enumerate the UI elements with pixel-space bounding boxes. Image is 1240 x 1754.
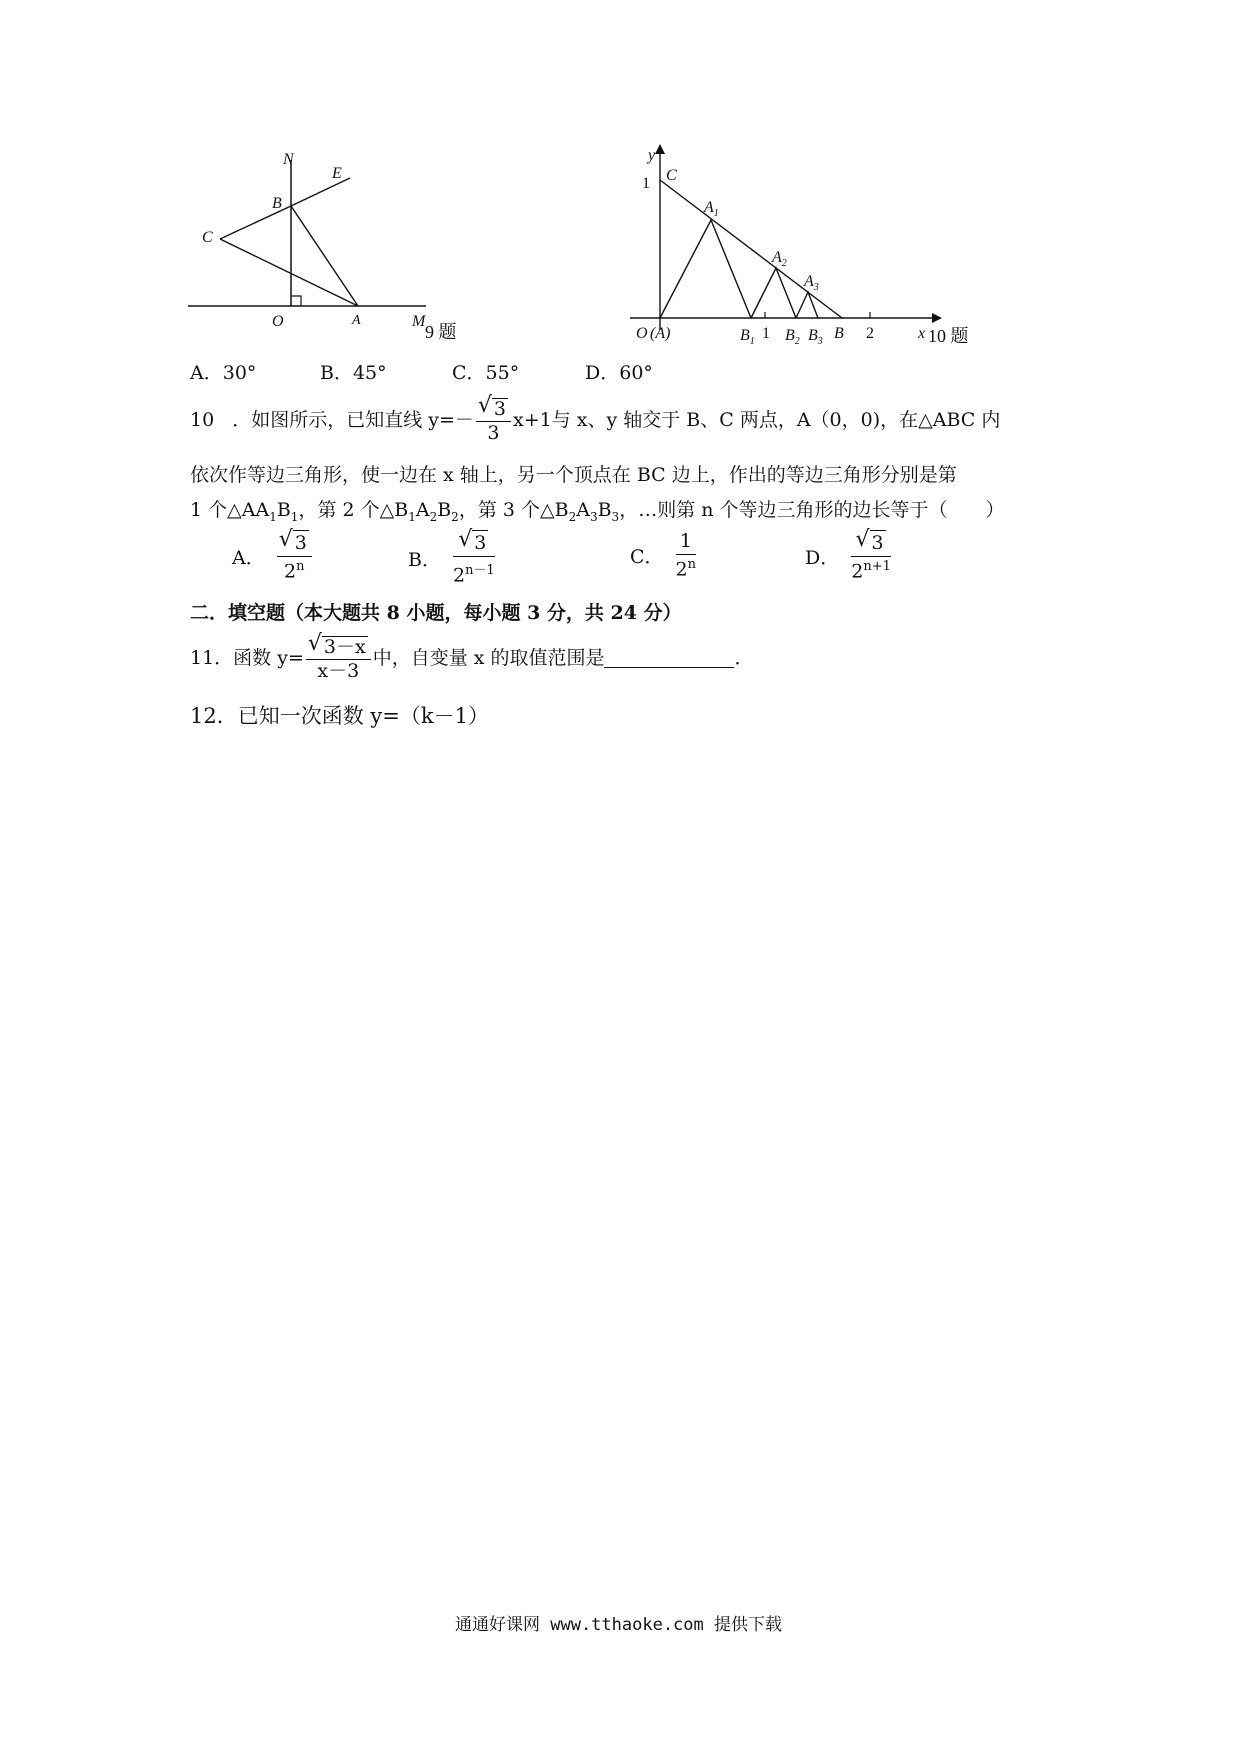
right-angle-mark — [291, 296, 301, 306]
text-part: B — [276, 499, 291, 521]
text-part: ，第 3 个△B — [458, 499, 569, 521]
q9-option-c — [452, 364, 519, 383]
text-part: A — [576, 499, 590, 521]
figure-9-svg — [180, 150, 480, 350]
sqrt — [309, 636, 368, 657]
denominator: 2$^n$ — [284, 559, 305, 583]
q10-fraction — [476, 398, 511, 443]
text-part: A — [415, 499, 430, 521]
subscript: 3 — [589, 509, 598, 524]
label-y: y — [648, 147, 656, 164]
radicand: 3 — [294, 532, 307, 554]
q10-option-b — [408, 530, 497, 586]
q10-option-a — [232, 530, 314, 582]
section-2-title: 二．填空题（本大题共 8 小题，每小题 3 分，共 24 分） — [190, 602, 682, 624]
option-value: 60° — [619, 362, 653, 384]
q11 — [190, 636, 754, 681]
line-bc — [660, 180, 842, 318]
figure-10-svg — [620, 140, 1000, 350]
exponent: n — [687, 557, 697, 572]
text-part: ，…则第 n 个等边三角形的边长等于（ ） — [619, 499, 1005, 521]
label-o: O — [272, 313, 284, 330]
label-b1: $B_1$ — [740, 327, 755, 347]
subscript: 2 — [429, 509, 438, 524]
option-fraction — [453, 530, 495, 586]
option-label: B． — [408, 548, 441, 571]
denominator: x－3 — [317, 660, 360, 682]
sqrt — [459, 530, 488, 554]
q9-option-d — [585, 364, 653, 383]
subscript: 2 — [568, 509, 577, 524]
triangle-1 — [660, 220, 751, 318]
label-c: C — [666, 167, 677, 184]
q10-line-3 — [190, 501, 1005, 523]
option-label: C． — [630, 545, 664, 568]
figure-9 — [180, 150, 480, 350]
figure-10-caption: 10 题 — [928, 326, 969, 346]
q10-line-2 — [190, 466, 957, 485]
subscript: 1 — [290, 509, 299, 524]
subscript: 1 — [269, 509, 277, 524]
q9-option-b — [320, 364, 387, 383]
label-y-one: 1 — [642, 175, 650, 192]
subscript: 2 — [451, 509, 459, 524]
exponent: n — [296, 559, 305, 574]
q10-option-d — [805, 530, 893, 582]
label-o: O — [636, 325, 648, 342]
triangle-2 — [751, 268, 796, 318]
label-b3: $B_3$ — [808, 327, 823, 347]
triangle-3 — [796, 292, 818, 318]
radicand: 3 — [474, 532, 487, 554]
option-label: D． — [585, 362, 620, 384]
option-label: C． — [452, 362, 486, 384]
option-label: A． — [190, 362, 223, 384]
radicand: 3－x — [323, 636, 366, 658]
label-a3: $A_3$ — [804, 273, 819, 293]
label-b2: $B_2$ — [785, 327, 800, 347]
label-x: x — [918, 325, 926, 342]
text-part: B — [597, 499, 612, 521]
label-a2: $A_2$ — [772, 249, 787, 269]
label-b: B — [272, 195, 282, 212]
y-axis-arrow — [655, 144, 665, 154]
label-x-two: 2 — [866, 325, 874, 342]
sqrt — [479, 398, 508, 419]
denominator: $2^{n-1}$ — [452, 563, 495, 587]
sqrt — [857, 530, 886, 554]
text-part: B — [437, 499, 452, 521]
ray-be — [291, 178, 350, 206]
segment-ba — [291, 206, 358, 306]
label-n: N — [283, 151, 294, 168]
q10-option-c — [630, 530, 698, 580]
label-o-a: (A) — [650, 325, 671, 342]
figure-9-caption: 9 题 — [425, 322, 457, 342]
option-value: 55° — [485, 362, 520, 384]
text-part: ，第 2 个△B — [298, 499, 409, 521]
segment-ca — [220, 239, 358, 306]
label-m: M — [412, 313, 426, 330]
option-label: B． — [320, 362, 353, 384]
q10-after-fraction: x+1与 x、y 轴交于 B、C 两点，A（0，0)，在△ABC 内 — [512, 409, 1001, 431]
q11-end: ． — [734, 647, 754, 669]
subscript: 3 — [611, 509, 620, 524]
option-label: D． — [805, 546, 840, 569]
page-footer: 通通好课网 www.tthaoke.com 提供下载 — [455, 1615, 782, 1635]
option-fraction — [676, 530, 696, 580]
q12: 12．已知一次函数 y=（k－1） — [190, 704, 489, 728]
q11-answer-blank[interactable] — [604, 649, 734, 668]
q11-suffix: 中，自变量 x 的取值范围是 — [372, 647, 605, 669]
text-part: 1 个△AA — [190, 499, 270, 521]
q11-fraction — [306, 636, 371, 681]
q11-prefix: 11．函数 y= — [190, 647, 304, 669]
option-fraction — [851, 530, 891, 582]
label-x-one: 1 — [762, 325, 770, 342]
radicand: 3 — [493, 398, 506, 420]
subscript: 1 — [408, 509, 416, 524]
q9-option-a — [190, 364, 256, 383]
q10-line-2-text: 依次作等边三角形，使一边在 x 轴上，另一个顶点在 BC 边上，作出的等边三角形分别是第 — [190, 464, 957, 486]
label-e: E — [332, 165, 342, 182]
sqrt — [280, 530, 309, 554]
label-c: C — [202, 229, 213, 246]
label-b: B — [834, 325, 844, 342]
q10-line-1 — [190, 398, 1000, 443]
radicand: 3 — [871, 532, 884, 554]
q10-number: 10 — [190, 409, 215, 431]
label-a: A — [352, 313, 361, 328]
label-a1: $A_1$ — [704, 199, 719, 219]
figure-10 — [620, 140, 1000, 350]
denominator: $2^{n+1}$ — [851, 559, 891, 583]
denominator: 2$^n$ — [675, 557, 697, 581]
option-label: A． — [232, 546, 265, 569]
option-value: 30° — [222, 362, 257, 384]
option-fraction — [277, 530, 312, 582]
x-axis-arrow — [932, 313, 942, 323]
numerator: 1 — [676, 530, 696, 555]
denominator: 3 — [487, 422, 500, 444]
exponent: n+1 — [863, 559, 891, 574]
q10-intro: ．如图所示，已知直线 y=－ — [232, 409, 474, 431]
exponent: n－1 — [465, 563, 495, 578]
option-value: 45° — [352, 362, 387, 384]
